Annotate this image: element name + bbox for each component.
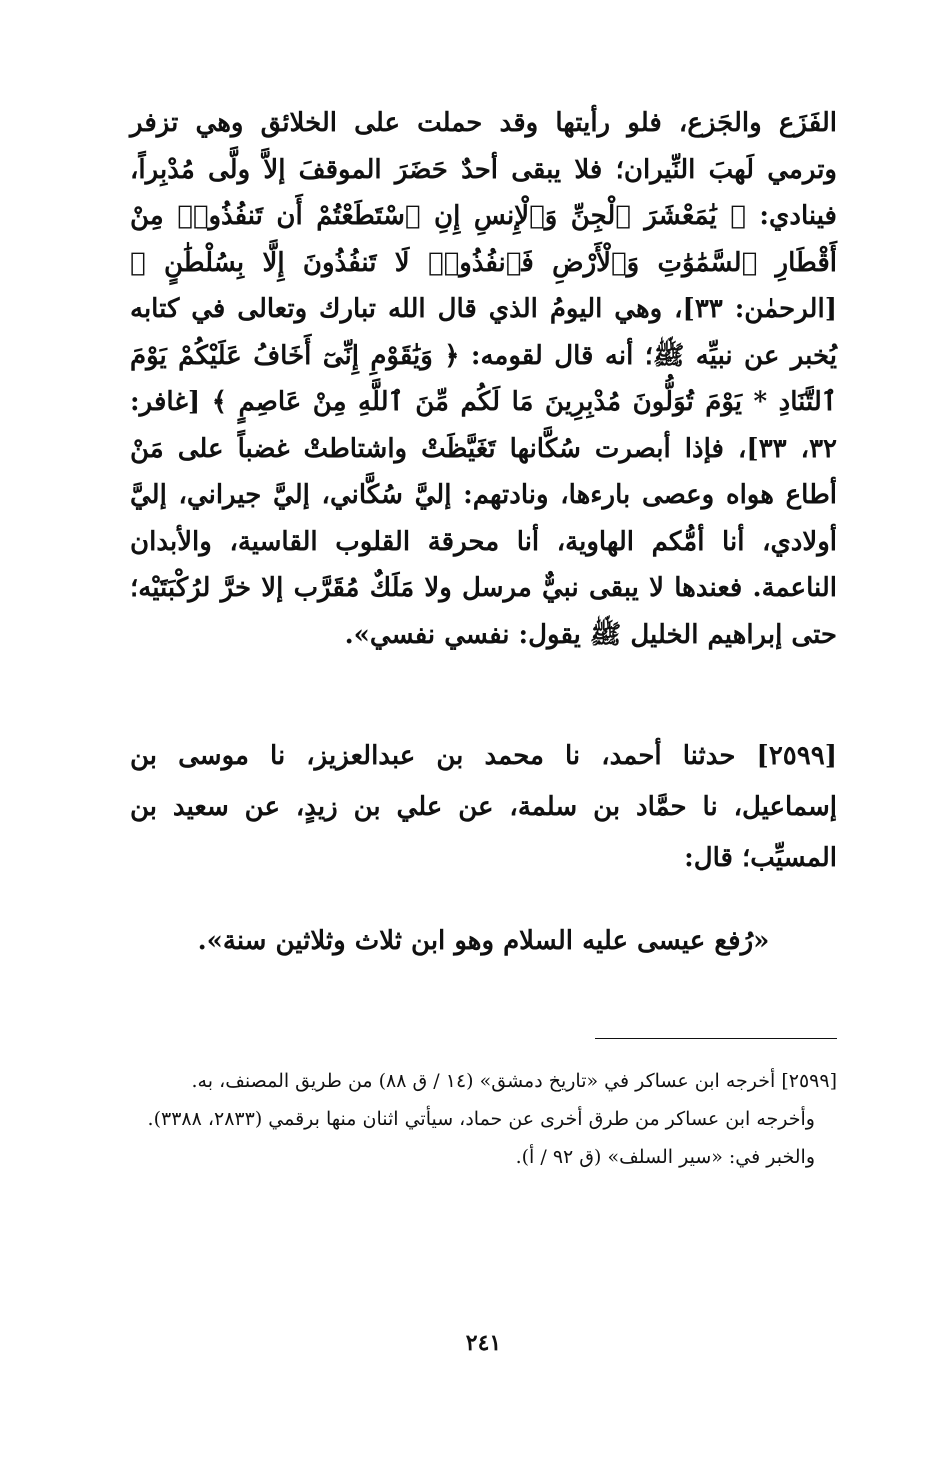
- hadith-chain: [٢٥٩٩] حدثنا أحمد، نا محمد بن عبدالعزيز، نا موسى بن إسماعيل، نا حمَّاد بن سلمة، عن علي بن زيدٍ، عن سعيد بن المسيِّب؛ قال:: [130, 741, 837, 873]
- footnote-first: [٢٥٩٩] أخرجه ابن عساكر في «تاريخ دمشق» (١٤ / ق ٨٨) من طريق المصنف، به.: [191, 1070, 837, 1092]
- hadith-block: [130, 731, 837, 884]
- footnote-second: وأخرجه ابن عساكر من طرق أخرى عن حماد، سيأتي اثنان منها برقمي (٢٨٣٣، ٣٣٨٨).: [147, 1108, 815, 1130]
- main-paragraph: الفَزَع والجَزع، فلو رأيتها وقد حملت على الخلائق وهي تزفر وترمي لَهبَ النِّيران؛ فلا يبقى أحدٌ حَضَرَ الموقفَ إلاَّ ولَّى مُدْبِراً، فينادي: ﴿ يَٰمَعْشَرَ ٱلْجِنِّ وَٱلْإِنسِ إِنِ ٱسْتَطَعْتُمْ أَن تَنفُذُوا۟ مِنْ أَقْطَارِ ٱلسَّمَٰوَٰتِ وَٱلْأَرْضِ فَٱنفُذُوا۟ لَا تَنفُذُونَ إِلَّا بِسُلْطَٰنٍ ﴾ [الرحمٰن: ٣٣]، وهي اليومُ الذي قال الله تبارك وتعالى في كتابه يُخبر عن نبيِّه ﷺ؛ أنه قال لقومه: ﴿ وَيَٰقَوْمِ إِنِّىٓ أَخَافُ عَلَيْكُمْ يَوْمَ ٱلتَّنَادِ * يَوْمَ تُوَلُّونَ مُدْبِرِينَ مَا لَكُم مِّنَ ٱللَّهِ مِنْ عَاصِمٍ ﴾ [غافر: ٣٢، ٣٣]، فإذا أبصرت سُكَّانها تَغَيَّظَتْ واشتاطتْ غضباً على مَنْ أطاع هواه وعصى بارءها، ونادتهم: إليَّ سُكَّاني، إليَّ جيراني، إليَّ أولادي، أنا أمُّكم الهاوية، أنا محرقة القلوب القاسية، والأبدان الناعمة. فعندها لا يبقى نبيٌّ مرسل ولا مَلَكٌ مُقَرَّب إلا خرَّ لرُكْبَتَيْه؛ حتى إبراهيم الخليل ﷺ يقول: نفسي نفسي».: [130, 108, 837, 650]
- footnotes: [130, 1062, 837, 1176]
- footnote-third: والخبر في: «سير السلف» (ق ٩٢ / أ).: [515, 1146, 815, 1168]
- main-paragraph-block: [130, 100, 837, 658]
- document-page: [130, 0, 837, 1476]
- page-number: ٢٤١: [465, 1330, 502, 1356]
- hadith-quote: «رُفع عيسى عليه السلام وهو ابن ثلاث وثلاثين سنة».: [197, 926, 770, 956]
- footnote-divider: [595, 1038, 837, 1039]
